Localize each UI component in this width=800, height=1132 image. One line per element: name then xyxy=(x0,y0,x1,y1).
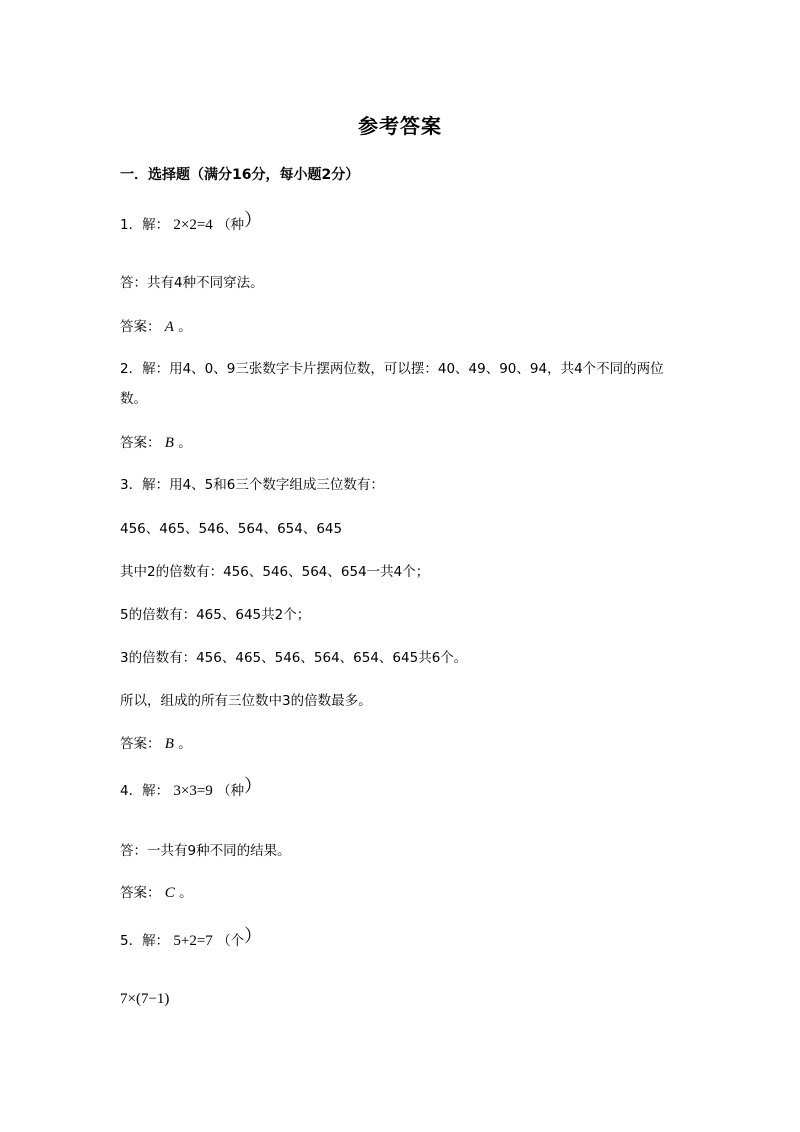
q1-label: 1．解： xyxy=(120,217,170,233)
q3-conclusion: 所以，组成的所有三位数中3的倍数最多。 xyxy=(120,693,372,709)
q2-choice: B xyxy=(164,435,174,451)
q1-choice: A xyxy=(164,319,174,335)
q1-solution xyxy=(120,210,263,234)
q5-solution xyxy=(120,926,263,950)
q4-answer-label: 答案： xyxy=(120,885,161,901)
q1-expression: 2×2=4 xyxy=(173,217,213,233)
q3-solution xyxy=(120,476,384,494)
q2-line2: 数。 xyxy=(120,391,147,407)
q4-answer-text: 答：一共有9种不同的结果。 xyxy=(120,843,291,859)
q5-expression: 5+2=7 xyxy=(173,933,213,949)
q1-answer-label: 答案： xyxy=(120,319,161,335)
q1-answer-text: 答：共有4种不同穿法。 xyxy=(120,275,264,291)
q3-multiples-of-2: 其中2的倍数有：456、546、564、654一共4个； xyxy=(120,564,430,580)
q4-unit-close: ） xyxy=(244,776,263,796)
q2-answer xyxy=(120,434,192,452)
q2-answer-label: 答案： xyxy=(120,435,161,451)
q3-line1: 用4、5和6三个数字组成三位数有： xyxy=(169,477,384,493)
q4-choice: C xyxy=(164,885,175,901)
q1-unit-close: ） xyxy=(244,210,263,230)
q2-line1: 用4、0、9三张数字卡片摆两位数，可以摆：40、49、90、94，共4个不同的两位 xyxy=(169,361,664,377)
q3-multiples-of-3: 3的倍数有：456、465、546、564、654、645共6个。 xyxy=(120,650,468,666)
q5-label: 5．解： xyxy=(120,933,170,949)
q4-label: 4．解： xyxy=(120,783,170,799)
page-title: 参考答案 xyxy=(358,114,442,138)
q2-period: 。 xyxy=(178,435,192,451)
q3-numbers: 456、465、546、564、654、645 xyxy=(120,521,343,537)
q1-answer xyxy=(120,318,192,336)
q4-period: 。 xyxy=(179,885,193,901)
q3-choice: B xyxy=(164,736,174,752)
q3-answer xyxy=(120,735,192,753)
q4-expression: 3×3=9 xyxy=(173,783,213,799)
q3-period: 。 xyxy=(178,736,192,752)
q4-answer xyxy=(120,884,193,902)
q5-unit-close: ） xyxy=(244,926,263,946)
q1-unit: （种 xyxy=(217,217,245,233)
q5-expression-2: 7×(7−1) xyxy=(120,991,170,1007)
q2-label: 2．解： xyxy=(120,361,170,377)
q3-label: 3．解： xyxy=(120,477,170,493)
q1-period: 。 xyxy=(178,319,192,335)
q4-unit: （种 xyxy=(217,783,245,799)
q3-multiples-of-5: 5的倍数有：465、645共2个； xyxy=(120,607,311,623)
q4-solution xyxy=(120,776,263,800)
q3-answer-label: 答案： xyxy=(120,736,161,752)
q5-unit: （个 xyxy=(217,933,245,949)
section-heading: 一．选择题（满分16分，每小题2分） xyxy=(120,167,360,183)
q2-solution xyxy=(120,360,664,378)
